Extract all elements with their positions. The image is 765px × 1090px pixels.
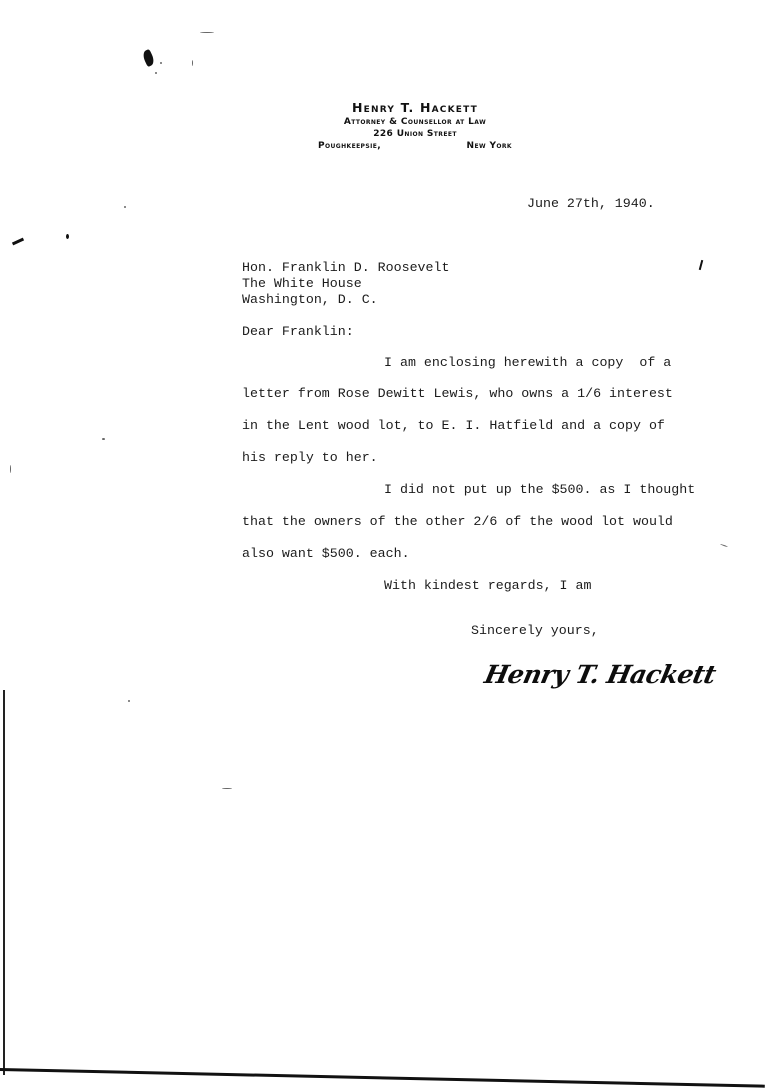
letter-date: June 27th, 1940. (527, 196, 655, 211)
scan-speck (222, 788, 232, 789)
page-edge-bottom (0, 1068, 765, 1088)
page-edge-left (3, 690, 5, 1075)
body-line: in the Lent wood lot, to E. I. Hatfield and a copy of (242, 418, 665, 433)
letterhead-state: New York (466, 141, 512, 151)
body-line: his reply to her. (242, 450, 378, 465)
body-line: that the owners of the other 2/6 of the wood lot would (242, 514, 673, 529)
recipient-line-1: Hon. Franklin D. Roosevelt (242, 260, 450, 275)
scan-mark (12, 238, 24, 246)
scan-mark (66, 234, 69, 239)
body-line: I am enclosing herewith a copy of a (384, 355, 672, 370)
letterhead-street: 226 Union Street (373, 129, 457, 139)
scan-speck (102, 438, 105, 440)
letterhead-city: Poughkeepsie, (318, 141, 382, 151)
salutation: Dear Franklin: (242, 324, 354, 339)
closing: Sincerely yours, (471, 623, 599, 638)
body-line: I did not put up the $500. as I thought (384, 482, 696, 497)
recipient-line-3: Washington, D. C. (242, 292, 378, 307)
scan-speck (124, 206, 126, 208)
signature: Henry T. Hackett (481, 660, 719, 689)
scan-speck (720, 544, 728, 548)
letterhead-title: Attorney & Counsellor at Law (343, 117, 487, 127)
body-line: With kindest regards, I am (384, 578, 592, 593)
recipient-line-2: The White House (242, 276, 362, 291)
letterhead-name: Henry T. Hackett (351, 100, 479, 115)
scan-speck (128, 700, 130, 702)
scan-speck (10, 465, 11, 473)
letterhead (300, 100, 530, 152)
scan-mark (699, 260, 704, 270)
letterhead-city-line (300, 140, 530, 152)
body-line: also want $500. each. (242, 546, 410, 561)
body-line: letter from Rose Dewitt Lewis, who owns a 1/6 interest (242, 386, 673, 401)
